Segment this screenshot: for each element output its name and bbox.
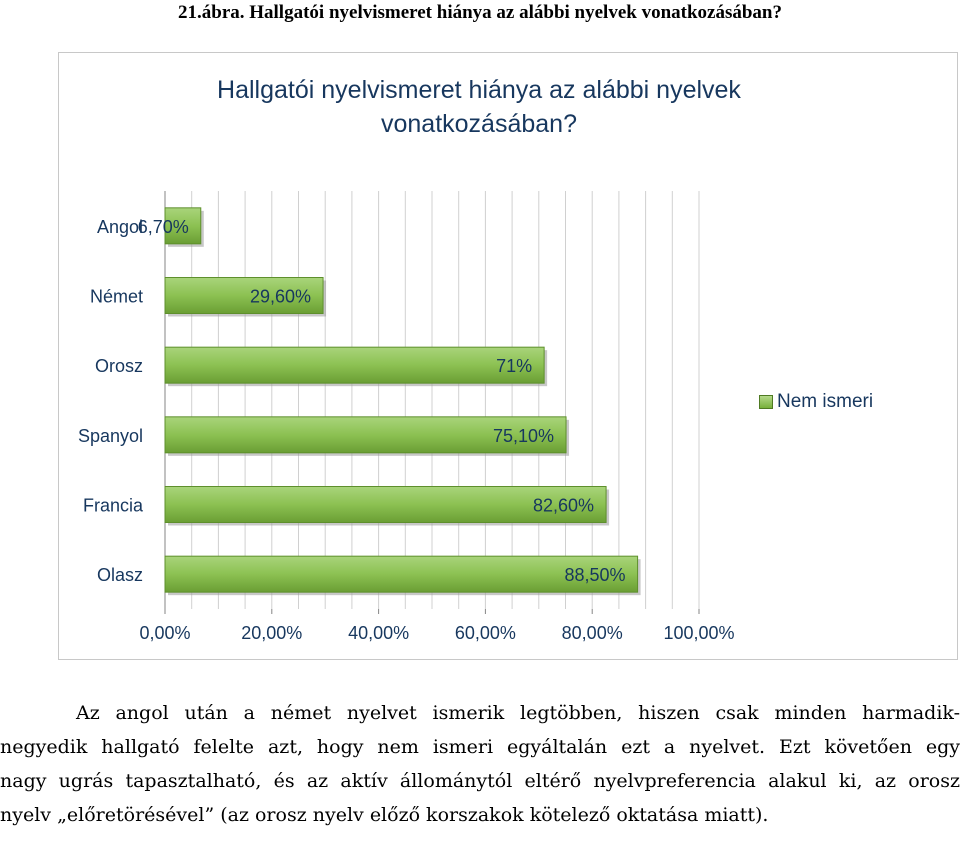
body-paragraph (0, 696, 960, 832)
data-label: 6,70% (137, 216, 189, 237)
body-line-3: nagy ugrás tapasztalható, és az aktív állománytól eltérő nyelvpreferencia alakul ki, az orosz (0, 770, 960, 792)
legend-label: Nem ismeri (777, 391, 874, 412)
figure-caption: 21.ábra. Hallgatói nyelvismeret hiánya az alábbi nyelvek vonatkozásában? (178, 2, 782, 23)
x-tick-label: 0,00% (139, 623, 191, 643)
category-label: Angol (96, 216, 143, 237)
data-label: 75,10% (492, 425, 555, 446)
category-label: Spanyol (77, 425, 143, 446)
chart-title-line-2: vonatkozásában? (381, 110, 577, 138)
category-label: Francia (82, 495, 143, 516)
data-label: 71% (496, 356, 533, 377)
data-label: 82,60% (533, 495, 595, 516)
bars (165, 208, 641, 595)
x-tick-label: 100,00% (663, 623, 735, 643)
body-line-4: nyelv „előretörésével” (az orosz nyelv előző korszakok kötelező oktatása miatt). (0, 804, 769, 826)
grid-lines (165, 191, 699, 614)
category-label: Orosz (94, 356, 143, 377)
bar-chart (59, 53, 957, 659)
x-tick-label: 20,00% (241, 623, 303, 643)
category-label: Német (89, 286, 143, 307)
body-line-2: negyedik hallgató felelte azt, hogy nem ismeri egyáltalán ezt a nyelvet. Ezt követően egy (0, 736, 960, 758)
body-line-1: Az angol után a német nyelvet ismerik legtöbben, hiszen csak minden harmadik- (76, 702, 960, 724)
x-tick-label: 80,00% (561, 623, 623, 643)
chart-title-line-1: Hallgatói nyelvismeret hiánya az alábbi nyelvek (217, 76, 741, 104)
chart-legend (759, 391, 873, 413)
data-label: 88,50% (564, 565, 626, 586)
data-label: 29,60% (250, 286, 312, 307)
bar-orosz (165, 347, 544, 383)
x-tick-label: 40,00% (348, 623, 410, 643)
category-label: Olasz (96, 565, 143, 586)
legend-swatch (759, 395, 773, 409)
chart-frame (58, 52, 958, 660)
x-tick-label: 60,00% (454, 623, 516, 643)
